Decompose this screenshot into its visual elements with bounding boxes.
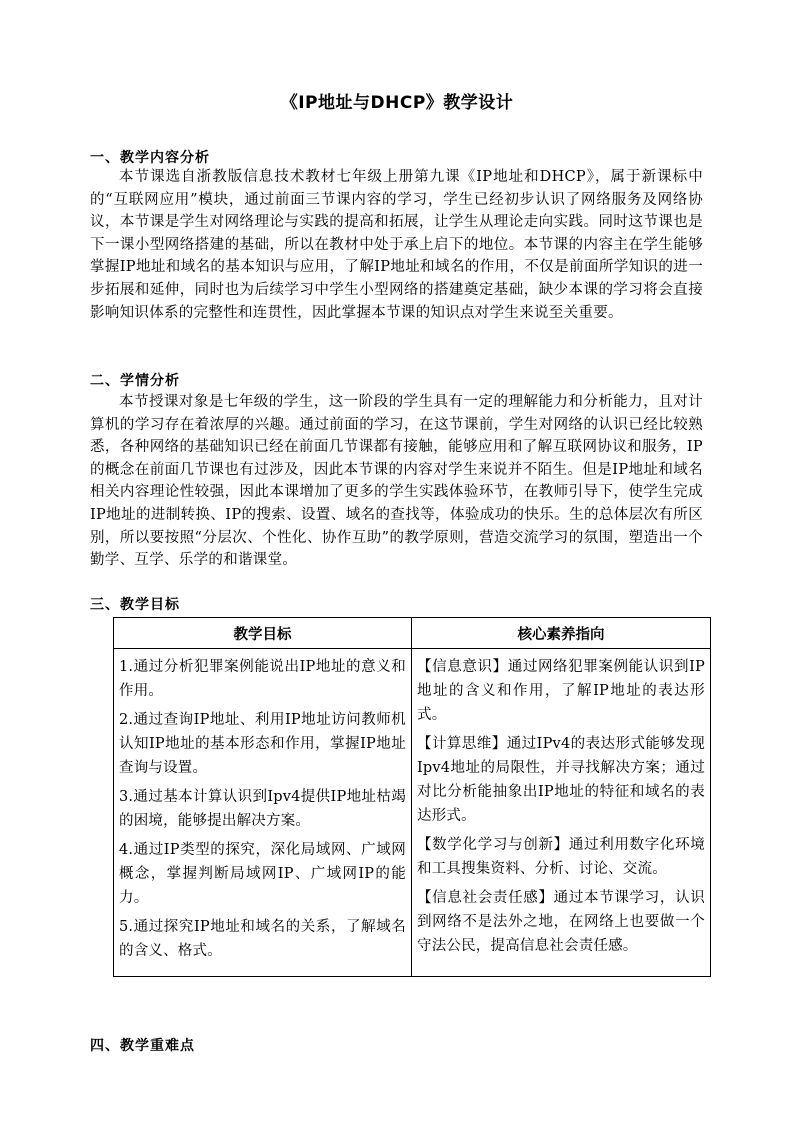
goal-item: 2.通过查询IP地址、利用IP地址访问教师机认知IP地址的基本形态和作用，掌握IP地址查询与设置。 bbox=[119, 712, 406, 776]
literacy-cell bbox=[412, 649, 711, 977]
literacy-item: 【数学化学习与创新】通过利用数字化环境和工具搜集资料、分析、讨论、交流。 bbox=[417, 837, 705, 877]
section-body-student-analysis: 本节授课对象是七年级的学生，这一阶段的学生具有一定的理解能力和分析能力，且对计算机的学习存在着浓厚的兴趣。通过前面的学习，在这节课前，学生对网络的认识已经比较熟悉，各种网络的基础知识已经在前面几节课都有接触，能够应用和了解互联网协议和服务，IP的概念在前面几节课也有过涉及，因此本节课的内容对学生来说并不陌生。但是IP地址和域名相关内容理论性较强，因此本课增加了更多的学生实践体验环节，在教师引导下，使学生完成IP地址的进制转换、IP的搜索、设置、域名的查找等，体验成功的快乐。生的总体层次有所区别，所以要按照“分层次、个性化、协作互助”的教学原则，营造交流学习的氛围，塑造出一个勤学、互学、乐学的和谐课堂。 bbox=[90, 394, 703, 569]
goal-item: 4.通过IP类型的探究，深化局域网、广域网概念，掌握判断局域网IP、广域网IP的能力。 bbox=[119, 842, 406, 906]
goals-table-header-row bbox=[114, 618, 711, 649]
section-heading-key-difficulties: 四、教学重难点 bbox=[90, 1038, 195, 1054]
literacy-item: 【计算思维】通过IPv4的表达形式能够发现Ipv4地址的局限性，并寻找解决方案；通过对比分析能抽象出IP地址的特征和域名的表达形式。 bbox=[417, 736, 705, 824]
document-title: 《IP地址与DHCP》教学设计 bbox=[280, 93, 514, 113]
goal-item: 5.通过探究IP地址和域名的关系，了解域名的含义、格式。 bbox=[119, 919, 406, 959]
goal-item: 1.通过分析犯罪案例能说出IP地址的意义和作用。 bbox=[119, 659, 406, 699]
section-body-content-analysis: 本节课选自浙教版信息技术教材七年级上册第九课《IP地址和DHCP》，属于新课标中的“互联网应用”模块，通过前面三节课内容的学习，学生已经初步认识了网络服务及网络协议，本节课是学生对网络理论与实践的提高和拓展，让学生从理论走向实践。同时这节课也是下一课小型网络搭建的基础，所以在教材中处于承上启下的地位。本节课的内容主在学生能够掌握IP地址和域名的基本知识与应用，了解IP地址和域名的作用，不仅是前面所学知识的进一步拓展和延伸，同时也为后续学习中学生小型网络的搭建奠定基础，缺少本课的学习将会直接影响知识体系的完整性和连贯性，因此掌握本节课的知识点对学生来说至关重要。 bbox=[90, 169, 703, 321]
section-heading-student-analysis: 二、学情分析 bbox=[90, 373, 180, 389]
section-heading-content-analysis: 一、教学内容分析 bbox=[90, 150, 210, 166]
goals-column-header: 教学目标 bbox=[114, 618, 412, 649]
goals-table bbox=[113, 617, 711, 977]
goal-item: 3.通过基本计算认识到Ipv4提供IP地址枯竭的困境，能够提出解决方案。 bbox=[119, 789, 406, 829]
section-heading-teaching-goals: 三、教学目标 bbox=[90, 597, 180, 613]
goals-table-row bbox=[114, 649, 711, 977]
goals-cell bbox=[114, 649, 412, 977]
literacy-column-header: 核心素养指向 bbox=[412, 618, 711, 649]
literacy-item: 【信息社会责任感】通过本节课学习，认识到网络不是法外之地，在网络上也要做一个守法公民，提高信息社会责任感。 bbox=[417, 890, 705, 954]
literacy-item: 【信息意识】通过网络犯罪案例能认识到IP地址的含义和作用，了解IP地址的表达形式。 bbox=[417, 659, 705, 723]
